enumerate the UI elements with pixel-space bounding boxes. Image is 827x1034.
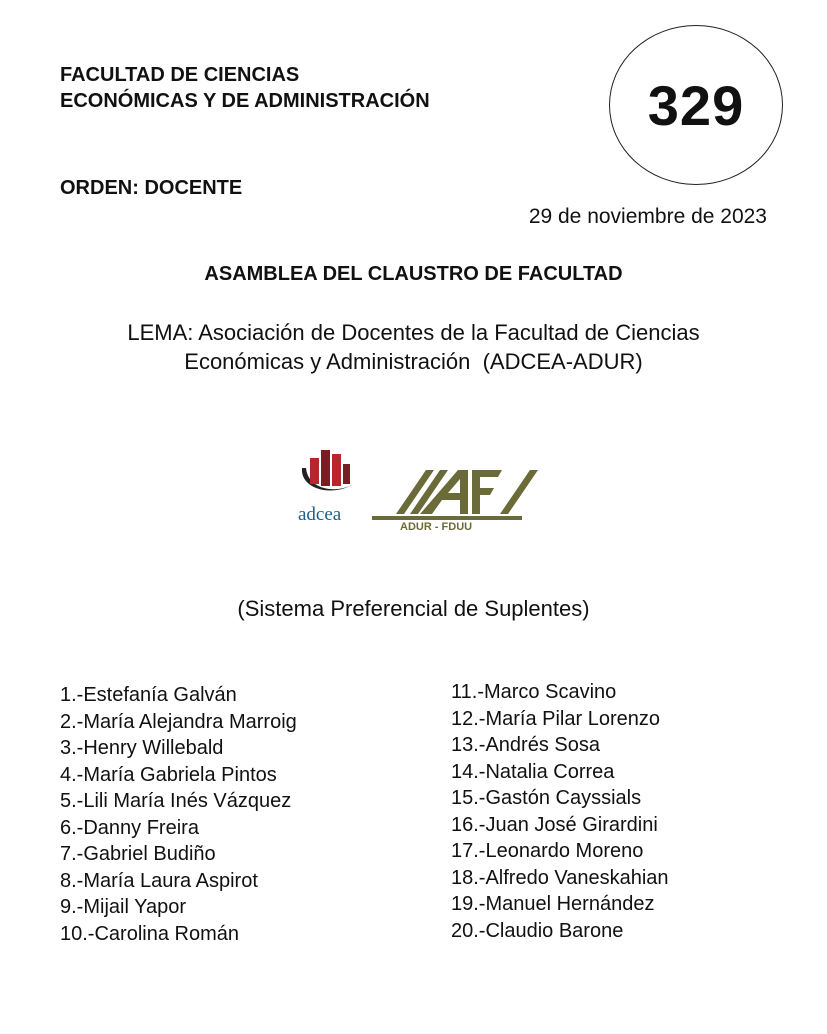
list-item: 4.-María Gabriela Pintos [60,763,277,786]
adur-logo-slash-3 [500,470,538,514]
faculty-line-1: FACULTAD DE CIENCIAS [60,64,300,86]
adcea-logo-bar-2 [321,450,330,486]
adcea-logo-bar-3 [332,454,341,486]
adcea-logo-bar-1 [310,458,319,484]
lema-line-2: Económicas y Administración (ADCEA-ADUR) [184,349,643,374]
list-item: 6.-Danny Freira [60,816,199,839]
list-item: 8.-María Laura Aspirot [60,869,258,892]
lema [0,318,827,376]
adur-logo-text: ADUR - FDUU [400,521,473,532]
list-item: 10.-Carolina Román [60,922,239,945]
sistema-subtitle: (Sistema Preferencial de Suplentes) [237,596,590,621]
list-item: 15.-Gastón Cayssials [451,787,642,809]
adcea-logo [296,446,360,526]
list-number-circle [609,25,783,185]
adur-logo-f [472,470,502,514]
adur-logo-baseline [372,516,522,520]
list-item: 17.-Leonardo Moreno [451,840,644,862]
date: 29 de noviembre de 2023 [528,205,767,228]
faculty-line-2: ECONÓMICAS Y DE ADMINISTRACIÓN [60,90,430,112]
list-item: 20.-Claudio Barone [451,919,624,942]
list-item: 13.-Andrés Sosa [451,734,600,756]
list-number: 329 [647,73,745,137]
list-item: 18.-Alfredo Vaneskahian [451,866,669,889]
list-item: 7.-Gabriel Budiño [60,843,216,865]
adur-fduu-logo [370,466,540,532]
lema-line-1: LEMA: Asociación de Docentes de la Facultad de Ciencias [127,320,700,345]
list-item: 5.-Lili María Inés Vázquez [60,790,292,812]
faculty-name [60,62,430,114]
list-item: 16.-Juan José Girardini [451,813,658,836]
adcea-logo-text: adcea [298,504,342,525]
candidate-list-right [451,679,669,944]
list-item: 1.-Estefanía Galván [60,684,237,706]
list-item: 19.-Manuel Hernández [451,893,655,915]
list-item: 3.-Henry Willebald [60,737,224,759]
list-item: 11.-Marco Scavino [451,681,617,703]
orden-label: ORDEN: DOCENTE [60,177,243,199]
adcea-logo-bar-4 [343,464,350,484]
page-title: ASAMBLEA DEL CLAUSTRO DE FACULTAD [204,263,623,285]
list-item: 14.-Natalia Correa [451,760,615,783]
list-item: 12.-María Pilar Lorenzo [451,707,660,730]
candidate-list-left [60,682,297,947]
list-item: 2.-María Alejandra Marroig [60,710,297,733]
list-item: 9.-Mijail Yapor [60,896,186,918]
